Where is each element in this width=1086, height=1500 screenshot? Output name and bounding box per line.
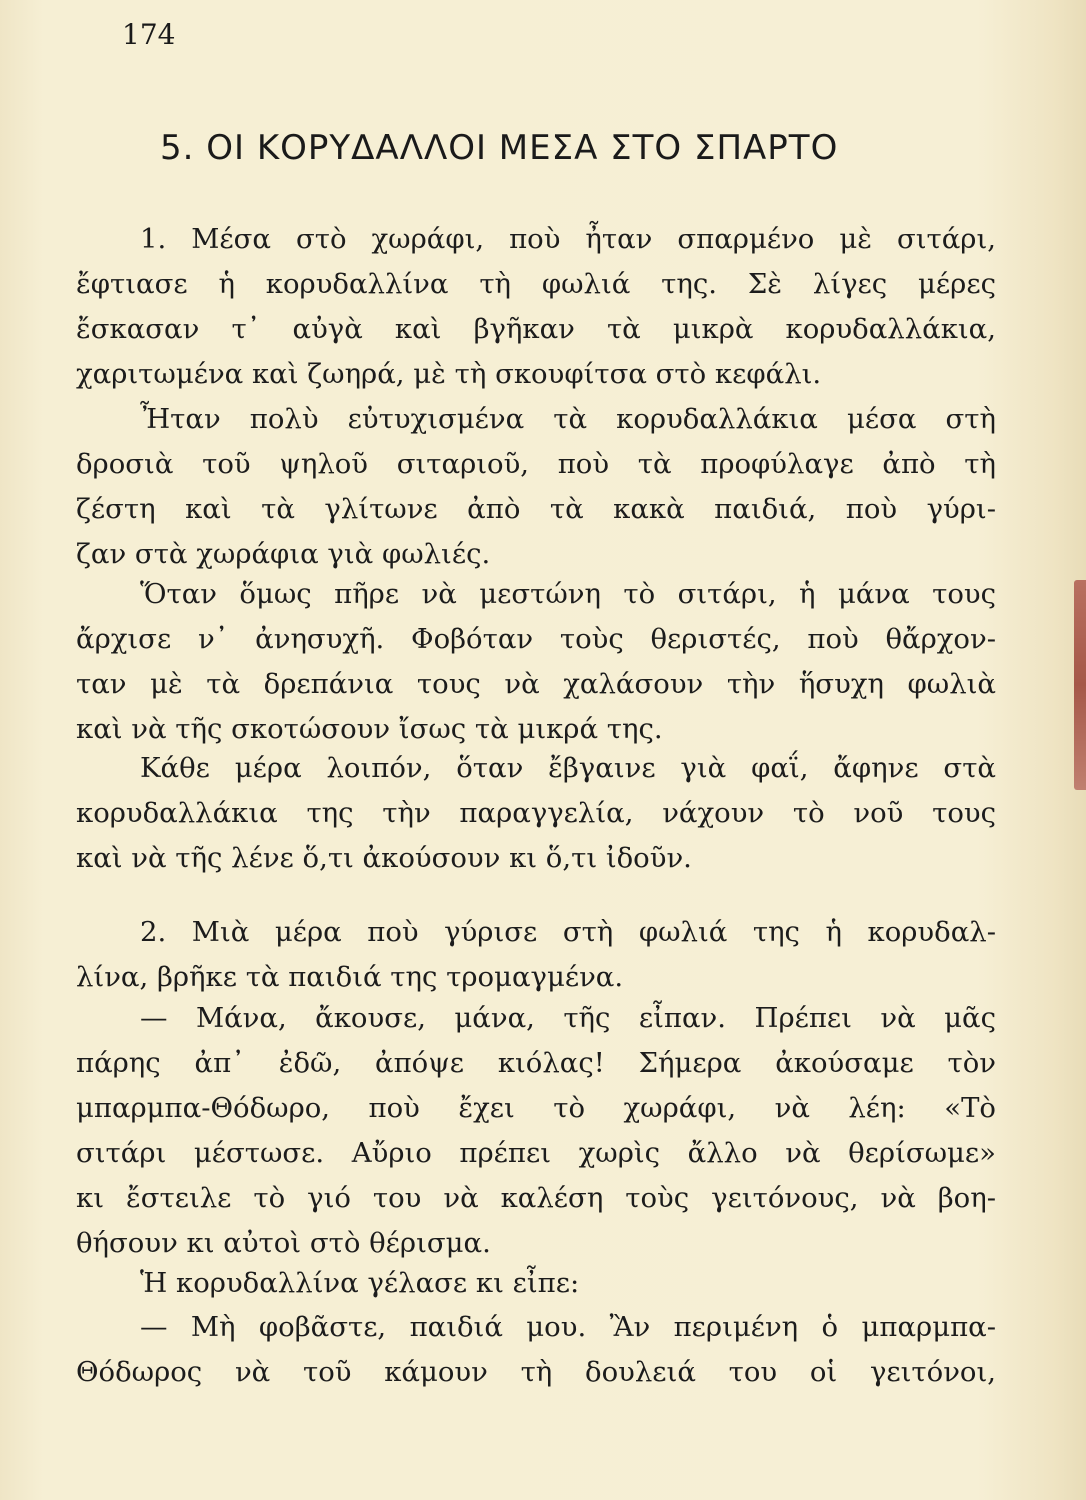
text-line: Κάθε μέρα λοιπόν, ὅταν ἔβγαινε γιὰ φαΐ, ἄφηνε στὰ <box>140 752 996 784</box>
paragraph-5 <box>76 910 996 1000</box>
chapter-title: 5. ΟΙ ΚΟΡΥΔΑΛΛΟΙ ΜΕΣΑ ΣΤΟ ΣΠΑΡΤΟ <box>160 128 839 168</box>
text-line: — Μάνα, ἄκουσε, μάνα, τῆς εἶπαν. Πρέπει νὰ μᾶς <box>140 1002 996 1034</box>
text-line: πάρης ἀπ᾽ ἐδῶ, ἀπόψε κιόλας! Σήμερα ἀκούσαμε τὸν <box>76 1047 996 1079</box>
text-line: 1. Μέσα στὸ χωράφι, ποὺ ἦταν σπαρμένο μὲ σιτάρι, <box>140 223 996 255</box>
text-line: Ἡ κορυδαλλίνα γέλασε κι εἶπε: <box>140 1267 580 1299</box>
text-line: καὶ νὰ τῆς λένε ὅ,τι ἀκούσουν κι ὅ,τι ἰδοῦν. <box>76 842 692 874</box>
text-line: κι ἔστειλε τὸ γιό του νὰ καλέση τοὺς γειτόνους, νὰ βοη- <box>76 1182 996 1214</box>
text-line: δροσιὰ τοῦ ψηλοῦ σιταριοῦ, ποὺ τὰ προφύλαγε ἀπὸ τὴ <box>76 448 996 480</box>
text-line: ἔφτιασε ἡ κορυδαλλίνα τὴ φωλιά της. Σὲ λίγες μέρες <box>76 268 996 300</box>
text-line: Ἦταν πολὺ εὐτυχισμένα τὰ κορυδαλλάκια μέσα στὴ <box>140 403 996 435</box>
text-line: ζαν στὰ χωράφια γιὰ φωλιές. <box>76 538 491 570</box>
text-line: μπαρμπα-Θόδωρο, ποὺ ἔχει τὸ χωράφι, νὰ λέη: «Τὸ <box>76 1092 996 1124</box>
text-line: Θόδωρος νὰ τοῦ κάμουν τὴ δουλειά του οἱ γειτόνοι, <box>76 1356 996 1388</box>
text-line: σιτάρι μέστωσε. Αὔριο πρέπει χωρὶς ἄλλο νὰ θερίσωμε» <box>76 1137 996 1169</box>
text-line: θήσουν κι αὐτοὶ στὸ θέρισμα. <box>76 1227 491 1259</box>
paragraph-7 <box>76 1261 996 1306</box>
paragraph-2 <box>76 397 996 577</box>
text-line: λίνα, βρῆκε τὰ παιδιά της τρομαγμένα. <box>76 961 624 993</box>
paragraph-3 <box>76 572 996 752</box>
text-line: Ὅταν ὅμως πῆρε νὰ μεστώνη τὸ σιτάρι, ἡ μάνα τους <box>140 578 996 610</box>
text-line: — Μὴ φοβᾶστε, παιδιά μου. Ἂν περιμένη ὁ μπαρμπα- <box>140 1311 996 1343</box>
paragraph-4 <box>76 746 996 881</box>
text-line: ζέστη καὶ τὰ γλίτωνε ἀπὸ τὰ κακὰ παιδιά, ποὺ γύρι- <box>76 493 996 525</box>
text-line: καὶ νὰ τῆς σκοτώσουν ἴσως τὰ μικρά της. <box>76 713 663 745</box>
text-line: ταν μὲ τὰ δρεπάνια τους νὰ χαλάσουν τὴν ἥσυχη φωλιὰ <box>76 668 996 700</box>
text-line: ἄρχισε ν᾽ ἀνησυχῆ. Φοβόταν τοὺς θεριστές, ποὺ θἄρχον- <box>76 623 996 655</box>
paragraph-8 <box>76 1305 996 1395</box>
page-number: 174 <box>122 18 176 51</box>
paragraph-6 <box>76 996 996 1266</box>
text-line: κορυδαλλάκια της τὴν παραγγελία, νάχουν τὸ νοῦ τους <box>76 797 996 829</box>
page-edge-tab <box>1074 580 1086 790</box>
text-line: ἔσκασαν τ᾽ αὐγὰ καὶ βγῆκαν τὰ μικρὰ κορυδαλλάκια, <box>76 313 996 345</box>
text-line: 2. Μιὰ μέρα ποὺ γύρισε στὴ φωλιά της ἡ κορυδαλ- <box>140 916 996 948</box>
paragraph-1 <box>76 217 996 397</box>
text-line: χαριτωμένα καὶ ζωηρά, μὲ τὴ σκουφίτσα στὸ κεφάλι. <box>76 358 822 390</box>
